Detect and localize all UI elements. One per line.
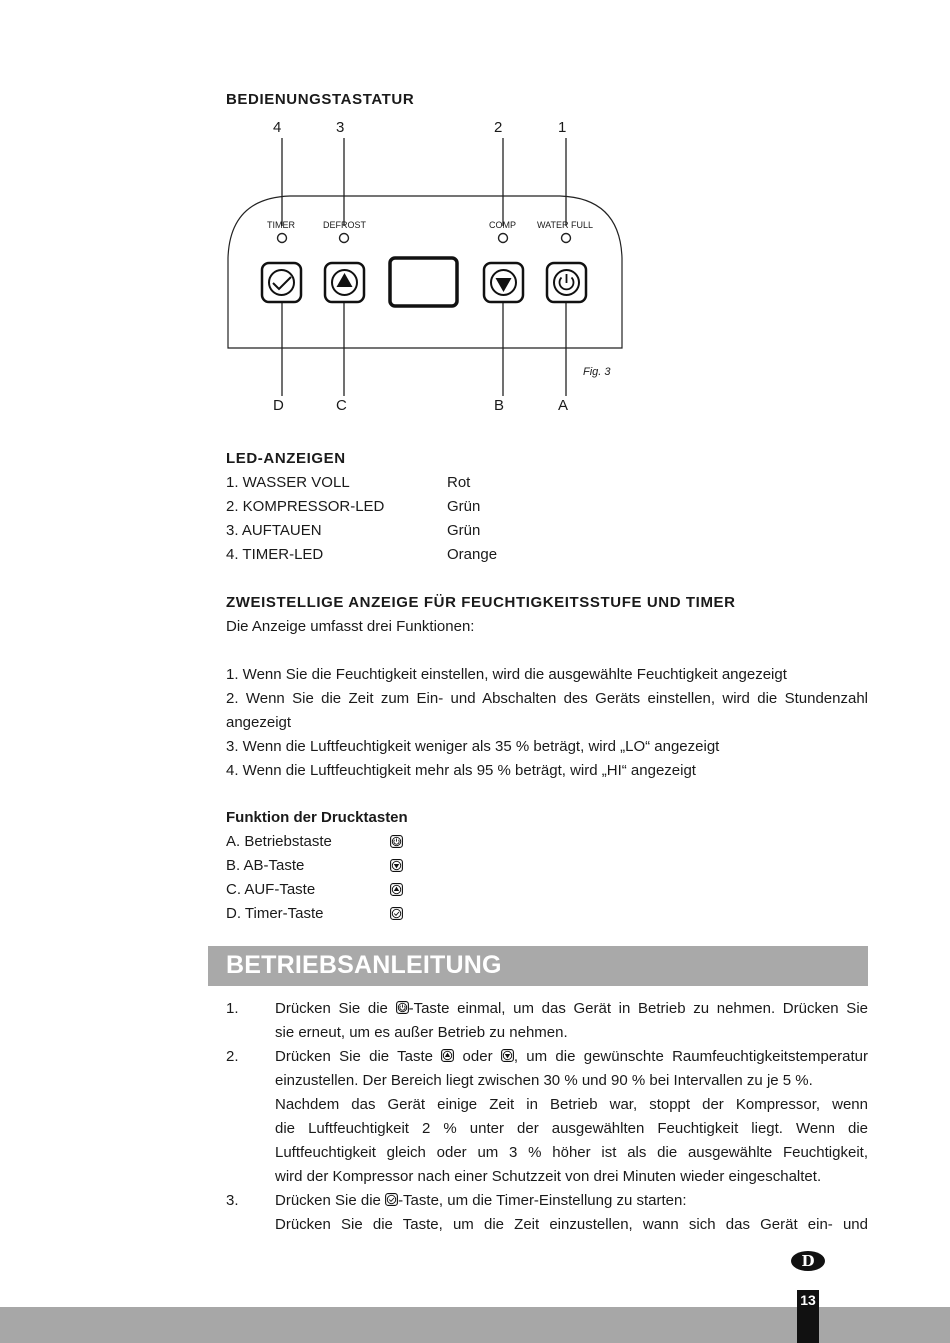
display-item: 1. Wenn Sie die Feuchtigkeit einstellen, wird die ausgewählte Feuchtigkeit angezeigt: [226, 666, 787, 683]
section-title-buttons: Funktion der Drucktasten: [226, 809, 408, 826]
led-defrost: [340, 234, 349, 243]
section-title-display: ZWEISTELLIGE ANZEIGE FÜR FEUCHTIGKEITSSTUFE UND TIMER: [226, 594, 736, 611]
led-row-name: 2. KOMPRESSOR-LED: [226, 498, 385, 515]
step-number: 2.: [226, 1048, 239, 1065]
display-item: 3. Wenn die Luftfeuchtigkeit weniger als 35 % beträgt, wird „LO“ angezeigt: [226, 738, 720, 755]
led-water-full: [562, 234, 571, 243]
display-intro: Die Anzeige umfasst drei Funktionen:: [226, 618, 475, 635]
led-row-name: 3. AUFTAUEN: [226, 522, 322, 539]
down-icon: [501, 1049, 514, 1062]
led-comp: [499, 234, 508, 243]
callout-number-2: 2: [494, 119, 503, 136]
led-label-comp: COMP: [489, 220, 516, 230]
power-icon: [396, 1001, 409, 1014]
display-item: 4. Wenn die Luftfeuchtigkeit mehr als 95 % beträgt, wird „HI“ angezeigt: [226, 762, 696, 779]
down-icon: [390, 859, 403, 872]
led-timer: [278, 234, 287, 243]
led-label-water-full: WATER FULL: [537, 220, 594, 230]
display-item: 2. Wenn Sie die Zeit zum Ein- und Abschalten des Geräts einstellen, wird die Stundenzahl: [226, 690, 868, 707]
callout-number-1: 1: [558, 119, 567, 136]
callout-letter-d: D: [273, 397, 285, 414]
step-2-text: Drücken Sie die Taste oder , um die gewünschte Raumfeuchtigkeitstemperatur einzustellen. Der Bereich liegt zwischen 30 % und 90 % bei Intervallen zu je 5 %. Nachdem das Gerät einige Zeit in Betrieb war, stoppt der Kompressor, wenn die Luftfeuchtigkeit 2 % unter der ausgewählten Feuchtigkeit liegt. Wenn die Luftfeuchtigkeit gleich oder um 3 % höher ist als die ausgewählte Feuchtigkeit, wird der Kompressor nach einer Schutzzeit von drei Minuten wieder eingeschaltet.: [275, 1048, 868, 1185]
button-function-label: A. Betriebstaste: [226, 833, 332, 850]
up-button: [325, 263, 364, 302]
section-banner: [208, 946, 868, 986]
led-label-timer: TIMER: [267, 220, 295, 230]
display-window: [390, 258, 457, 306]
callout-letter-a: A: [558, 397, 569, 414]
page-number: 13: [797, 1290, 819, 1343]
language-badge: D: [791, 1251, 825, 1271]
led-row-color: Orange: [447, 546, 498, 563]
led-row-color: Grün: [447, 522, 481, 539]
callout-number-3: 3: [336, 119, 345, 136]
button-function-label: C. AUF-Taste: [226, 881, 316, 898]
led-row-color: Grün: [447, 498, 481, 515]
callout-letter-c: C: [336, 397, 348, 414]
figure-caption: Fig. 3: [583, 366, 611, 378]
step-3-text: Drücken Sie die -Taste, um die Timer-Einstellung zu starten: Drücken Sie die Taste, um die Zeit einzustellen, wann sich das Gerät ein- und: [275, 1192, 868, 1233]
button-function-label: D. Timer-Taste: [226, 905, 324, 922]
power-button: [547, 263, 586, 302]
led-row-name: 1. WASSER VOLL: [226, 474, 350, 491]
callout-number-4: 4: [273, 119, 282, 136]
power-icon: [390, 835, 403, 848]
timer-button: [262, 263, 301, 302]
section-title-keypad: BEDIENUNGSTASTATUR: [226, 91, 415, 108]
button-function-label: B. AB-Taste: [226, 857, 305, 874]
down-button: [484, 263, 523, 302]
led-row-name: 4. TIMER-LED: [226, 546, 324, 563]
display-item-continuation: angezeigt: [226, 714, 292, 731]
step-1-text: Drücken Sie die -Taste einmal, um das Gerät in Betrieb zu nehmen. Drücken Sie sie erneut, um es außer Betrieb zu nehmen.: [275, 1000, 868, 1041]
step-number: 3.: [226, 1192, 239, 1209]
step-number: 1.: [226, 1000, 239, 1017]
up-icon: [390, 883, 403, 896]
timer-icon: [385, 1193, 398, 1206]
timer-icon: [390, 907, 403, 920]
led-label-defrost: DEFROST: [323, 220, 367, 230]
callout-letter-b: B: [494, 397, 505, 414]
led-row-color: Rot: [447, 474, 471, 491]
section-title-led: LED-ANZEIGEN: [226, 450, 346, 467]
up-icon: [441, 1049, 454, 1062]
banner-title: BETRIEBSANLEITUNG: [226, 951, 502, 979]
